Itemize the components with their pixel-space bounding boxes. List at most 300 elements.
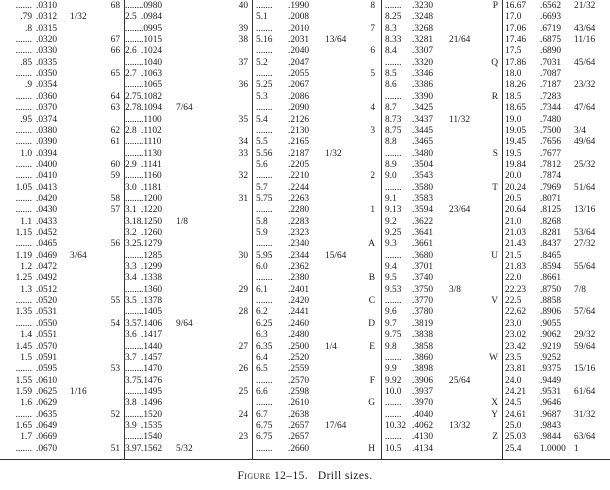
drill-number-cell: W <box>489 352 498 363</box>
decimal-inch-cell: .2559 <box>288 364 310 375</box>
decimal-inch-cell: .2126 <box>288 114 310 125</box>
mm-cell: 25.03 <box>505 432 527 443</box>
decimal-inch-cell: .0469 <box>36 250 58 261</box>
mm-cell: 5.1 <box>256 12 268 23</box>
decimal-inch-cell: .2500 <box>288 341 310 352</box>
drill-number-cell: Y <box>491 409 498 420</box>
decimal-inch-cell: .2187 <box>288 148 310 159</box>
mm-cell: .8 <box>24 23 32 34</box>
decimal-inch-cell: .9449 <box>540 375 562 386</box>
mm-cell: ....... <box>15 103 32 114</box>
drill-number-cell: 40 <box>238 1 248 11</box>
drill-number-cell: 62 <box>110 125 120 136</box>
mm-cell: 22.5 <box>505 296 522 307</box>
mm-cell: 19.5 <box>505 148 522 159</box>
mm-cell: .85 <box>20 57 32 68</box>
decimal-inch-cell: .0635 <box>36 409 58 420</box>
figure-title: Drill sizes. <box>317 470 373 482</box>
drill-number-cell: 4 <box>370 103 375 114</box>
decimal-inch-cell: .3780 <box>412 307 434 318</box>
fraction-cell: 27/32 <box>574 239 596 250</box>
decimal-inch-cell: .2420 <box>288 296 310 307</box>
mm-cell: ....... <box>125 409 142 420</box>
decimal-inch-cell: .4040 <box>412 409 434 420</box>
mm-cell: 2.75 <box>125 91 142 102</box>
decimal-inch-cell: .2244 <box>288 182 310 193</box>
decimal-inch-cell: .0629 <box>36 398 58 409</box>
drill-number-cell: 34 <box>238 137 248 148</box>
decimal-inch-cell: .7656 <box>540 137 562 148</box>
mm-cell: 8.25 <box>385 12 402 23</box>
mm-cell: 5.25 <box>256 80 273 91</box>
mm-cell: 1.3 <box>20 284 32 295</box>
decimal-inch-cell: .2480 <box>288 330 310 341</box>
decimal-inch-cell: .6875 <box>540 35 562 46</box>
decimal-inch-cell: .1024 <box>141 46 163 57</box>
mm-cell: 9.9 <box>385 364 397 375</box>
mm-cell: 18.65 <box>505 103 527 114</box>
mm-cell: 8.6 <box>385 80 397 91</box>
table-bottom-rule <box>0 459 610 460</box>
decimal-inch-cell: .2460 <box>288 318 310 329</box>
drill-number-cell: 55 <box>110 296 120 307</box>
mm-cell: 25.4 <box>505 443 522 454</box>
mm-cell: ....... <box>15 364 32 375</box>
decimal-inch-cell: .3480 <box>412 148 434 159</box>
mm-cell: 9.53 <box>385 284 402 295</box>
mm-cell: ....... <box>15 239 32 250</box>
fraction-cell: 3/4 <box>574 125 586 136</box>
decimal-inch-cell: .1160 <box>141 171 162 182</box>
decimal-inch-cell: .3680 <box>412 250 434 261</box>
decimal-inch-cell: .1406 <box>141 318 163 329</box>
decimal-inch-cell: .2280 <box>288 205 310 216</box>
decimal-inch-cell: .0410 <box>36 171 58 182</box>
fraction-cell: 3/8 <box>449 284 461 295</box>
decimal-inch-cell: .1470 <box>141 364 163 375</box>
decimal-inch-cell: .0625 <box>36 386 58 397</box>
mm-cell: ....... <box>385 398 402 409</box>
drill-number-cell: 68 <box>110 1 120 11</box>
mm-cell: 5.75 <box>256 193 273 204</box>
mm-cell: 3.0 <box>125 182 137 193</box>
fraction-cell: 21/32 <box>574 1 596 11</box>
decimal-inch-cell: .3230 <box>412 1 434 11</box>
decimal-inch-cell: .0452 <box>36 228 58 238</box>
column-divider <box>502 0 503 460</box>
fraction-cell: 1 <box>574 443 579 454</box>
mm-cell: 3.97 <box>125 443 142 454</box>
decimal-inch-cell: .8071 <box>540 193 562 204</box>
mm-cell: 9.7 <box>385 318 397 329</box>
decimal-inch-cell: .0380 <box>36 125 58 136</box>
decimal-inch-cell: .1100 <box>141 114 162 125</box>
mm-cell: ....... <box>385 182 402 193</box>
figure-label: Figure 12–15. <box>237 470 309 482</box>
decimal-inch-cell: .0350 <box>36 69 58 80</box>
mm-cell: 18.0 <box>505 69 522 80</box>
mm-cell: 1.35 <box>15 307 32 318</box>
decimal-inch-cell: .0649 <box>36 420 58 431</box>
decimal-inch-cell: .3906 <box>412 375 434 386</box>
mm-cell: 1.1 <box>20 216 32 227</box>
decimal-inch-cell: .1990 <box>288 1 310 11</box>
drill-number-cell: 33 <box>238 148 248 159</box>
mm-cell: 21.43 <box>505 239 527 250</box>
decimal-inch-cell: .1130 <box>141 148 162 159</box>
decimal-inch-cell: .0315 <box>36 23 58 34</box>
mm-cell: ....... <box>125 386 142 397</box>
mm-cell: ....... <box>125 35 142 46</box>
drill-number-cell: P <box>492 1 498 11</box>
decimal-inch-cell: .2598 <box>288 386 310 397</box>
decimal-inch-cell: .7812 <box>540 159 562 170</box>
decimal-inch-cell: .0335 <box>36 57 58 68</box>
fraction-cell: 61/64 <box>574 386 596 397</box>
mm-cell: 23.02 <box>505 330 527 341</box>
drill-number-cell: 66 <box>110 46 120 57</box>
decimal-inch-cell: .0400 <box>36 159 58 170</box>
decimal-inch-cell: .9219 <box>540 341 562 352</box>
decimal-inch-cell: .2638 <box>288 409 310 420</box>
decimal-inch-cell: .1405 <box>141 307 163 318</box>
fraction-cell: 31/32 <box>574 409 596 420</box>
fraction-cell: 47/64 <box>574 103 596 114</box>
mm-cell: ....... <box>15 193 32 204</box>
drill-number-cell: 31 <box>238 193 248 204</box>
decimal-inch-cell: .1063 <box>141 69 163 80</box>
mm-cell: ....... <box>15 35 32 46</box>
mm-cell: ....... <box>385 432 402 443</box>
decimal-inch-cell: .1110 <box>141 137 162 148</box>
decimal-inch-cell: .3281 <box>412 35 434 46</box>
decimal-inch-cell: .0312 <box>36 12 58 23</box>
mm-cell: 10.0 <box>385 386 402 397</box>
drill-number-cell: Z <box>492 432 498 443</box>
mm-cell: 2.6 <box>125 46 137 57</box>
mm-cell: 5.3 <box>256 91 268 102</box>
mm-cell: 20.0 <box>505 171 522 182</box>
decimal-inch-cell: .1540 <box>141 432 163 443</box>
decimal-inch-cell: .3641 <box>412 228 434 238</box>
decimal-inch-cell: .3543 <box>412 171 434 182</box>
mm-cell: 6.2 <box>256 307 268 318</box>
decimal-inch-cell: .9531 <box>540 386 562 397</box>
mm-cell: ....... <box>256 69 273 80</box>
decimal-inch-cell: .3386 <box>412 80 434 91</box>
decimal-inch-cell: .3320 <box>412 57 434 68</box>
decimal-inch-cell: .3860 <box>412 352 434 363</box>
mm-cell: ....... <box>256 23 273 34</box>
drill-number-cell: 52 <box>110 409 120 420</box>
decimal-inch-cell: .0591 <box>36 352 58 363</box>
decimal-inch-cell: .0610 <box>36 375 58 386</box>
mm-cell: 1.5 <box>20 352 32 363</box>
mm-cell: 22.23 <box>505 284 527 295</box>
fraction-cell: 1/4 <box>325 341 337 352</box>
drill-number-cell: 7 <box>370 23 375 34</box>
mm-cell: 2.8 <box>125 125 137 136</box>
mm-cell: 23.81 <box>505 364 527 375</box>
mm-cell: 18.5 <box>505 91 522 102</box>
mm-cell: 1.65 <box>15 420 32 431</box>
decimal-inch-cell: .1279 <box>141 239 163 250</box>
decimal-inch-cell: .4062 <box>412 420 434 431</box>
decimal-inch-cell: .3346 <box>412 69 434 80</box>
mm-cell: 6.75 <box>256 432 273 443</box>
mm-cell: 1.19 <box>15 250 32 261</box>
decimal-inch-cell: .0465 <box>36 239 58 250</box>
decimal-inch-cell: .3838 <box>412 330 434 341</box>
decimal-inch-cell: .2570 <box>288 375 310 386</box>
decimal-inch-cell: .9375 <box>540 364 562 375</box>
mm-cell: 5.5 <box>256 137 268 148</box>
decimal-inch-cell: .0570 <box>36 341 58 352</box>
decimal-inch-cell: .3445 <box>412 125 434 136</box>
mm-cell: 8.3 <box>385 23 397 34</box>
decimal-inch-cell: .2165 <box>288 137 310 148</box>
decimal-inch-cell: .0472 <box>36 262 58 273</box>
mm-cell: 21.83 <box>505 262 527 273</box>
mm-cell: ....... <box>385 250 402 261</box>
fraction-cell: 11/32 <box>449 114 471 125</box>
mm-cell: ....... <box>256 125 273 136</box>
fraction-cell: 63/64 <box>574 432 596 443</box>
decimal-inch-cell: .0430 <box>36 205 58 216</box>
decimal-inch-cell: .0360 <box>36 91 58 102</box>
decimal-inch-cell: .3701 <box>412 262 434 273</box>
decimal-inch-cell: .1015 <box>141 35 163 46</box>
drill-number-cell: 53 <box>110 364 120 375</box>
mm-cell: 5.8 <box>256 216 268 227</box>
mm-cell: 6.75 <box>256 420 273 431</box>
mm-cell: ....... <box>125 284 142 295</box>
mm-cell: 10.32 <box>385 420 407 431</box>
drill-number-cell: A <box>368 239 375 250</box>
drill-number-cell: 23 <box>238 432 248 443</box>
decimal-inch-cell: .0492 <box>36 273 58 284</box>
decimal-inch-cell: .2205 <box>288 159 310 170</box>
decimal-inch-cell: .7087 <box>540 69 562 80</box>
mm-cell: 8.75 <box>385 125 402 136</box>
fraction-cell: 43/64 <box>574 23 596 34</box>
decimal-inch-cell: .1378 <box>141 296 163 307</box>
decimal-inch-cell: .7874 <box>540 171 562 182</box>
decimal-inch-cell: .2660 <box>288 443 310 454</box>
mm-cell: ....... <box>15 318 32 329</box>
decimal-inch-cell: .1457 <box>141 352 163 363</box>
mm-cell: 5.56 <box>256 148 273 159</box>
mm-cell: 6.5 <box>256 364 268 375</box>
decimal-inch-cell: .7187 <box>540 80 562 91</box>
decimal-inch-cell: .2067 <box>288 80 310 91</box>
fraction-cell: 3/64 <box>70 250 87 261</box>
decimal-inch-cell: .1285 <box>141 250 163 261</box>
decimal-inch-cell: .7969 <box>540 182 562 193</box>
mm-cell: ....... <box>385 57 402 68</box>
mm-cell: 9.0 <box>385 171 397 182</box>
mm-cell: 3.18 <box>125 216 142 227</box>
decimal-inch-cell: .0320 <box>36 35 58 46</box>
mm-cell: 1.45 <box>15 341 32 352</box>
mm-cell: 6.4 <box>256 352 268 363</box>
mm-cell: 24.0 <box>505 375 522 386</box>
decimal-inch-cell: .2086 <box>288 91 310 102</box>
mm-cell: ....... <box>15 296 32 307</box>
decimal-inch-cell: .0531 <box>36 307 58 318</box>
mm-cell: 23.0 <box>505 318 522 329</box>
mm-cell: ....... <box>125 432 142 443</box>
mm-cell: 6.7 <box>256 409 268 420</box>
drill-number-cell: 51 <box>110 443 120 454</box>
decimal-inch-cell: .3248 <box>412 12 434 23</box>
mm-cell: 1.7 <box>20 432 32 443</box>
decimal-inch-cell: .2441 <box>288 307 310 318</box>
mm-cell: 2.5 <box>125 12 137 23</box>
decimal-inch-cell: .4130 <box>412 432 434 443</box>
mm-cell: ....... <box>256 273 273 284</box>
drill-number-cell: 5 <box>370 69 375 80</box>
mm-cell: 3.8 <box>125 398 137 409</box>
decimal-inch-cell: .3594 <box>412 205 434 216</box>
drill-number-cell: 39 <box>238 23 248 34</box>
mm-cell: 19.0 <box>505 114 522 125</box>
drill-number-cell: 61 <box>110 137 120 148</box>
decimal-inch-cell: .1299 <box>141 262 163 273</box>
decimal-inch-cell: .3970 <box>412 398 434 409</box>
mm-cell: 5.95 <box>256 250 273 261</box>
decimal-inch-cell: .2047 <box>288 57 310 68</box>
decimal-inch-cell: .2283 <box>288 216 310 227</box>
decimal-inch-cell: .8906 <box>540 307 562 318</box>
fraction-cell: 13/32 <box>449 420 471 431</box>
mm-cell: ....... <box>256 46 273 57</box>
decimal-inch-cell: .9062 <box>540 330 562 341</box>
mm-cell: 2.9 <box>125 159 137 170</box>
decimal-inch-cell: .3937 <box>412 386 434 397</box>
mm-cell: 9.8 <box>385 341 397 352</box>
decimal-inch-cell: .8858 <box>540 296 562 307</box>
fraction-cell: 59/64 <box>574 341 596 352</box>
fraction-cell: 1/8 <box>176 216 188 227</box>
mm-cell: 19.45 <box>505 137 527 148</box>
mm-cell: 6.35 <box>256 341 273 352</box>
mm-cell: 9.2 <box>385 216 397 227</box>
mm-cell: 16.67 <box>505 1 527 11</box>
fraction-cell: 55/64 <box>574 262 596 273</box>
decimal-inch-cell: .2055 <box>288 69 310 80</box>
fraction-cell: 7/64 <box>176 103 193 114</box>
decimal-inch-cell: .1417 <box>141 330 163 341</box>
decimal-inch-cell: .1094 <box>141 103 163 114</box>
mm-cell: ....... <box>256 375 273 386</box>
decimal-inch-cell: .9844 <box>540 432 562 443</box>
drill-number-cell: 60 <box>110 159 120 170</box>
decimal-inch-cell: .0595 <box>36 364 58 375</box>
decimal-inch-cell: .0551 <box>36 330 58 341</box>
mm-cell: 6.1 <box>256 284 268 295</box>
decimal-inch-cell: .0550 <box>36 318 58 329</box>
drill-number-cell: 32 <box>238 171 248 182</box>
decimal-inch-cell: .8437 <box>540 239 562 250</box>
mm-cell: 6.6 <box>256 386 268 397</box>
decimal-inch-cell: .2263 <box>288 193 310 204</box>
mm-cell: ....... <box>15 46 32 57</box>
mm-cell: .9 <box>24 80 32 91</box>
drill-number-cell: E <box>369 341 375 352</box>
mm-cell: 8.4 <box>385 46 397 57</box>
decimal-inch-cell: .2323 <box>288 228 310 238</box>
decimal-inch-cell: 1.0000 <box>540 443 566 454</box>
drill-number-cell: 27 <box>238 341 248 352</box>
decimal-inch-cell: .7283 <box>540 91 562 102</box>
decimal-inch-cell: .0995 <box>141 23 163 34</box>
mm-cell: 17.06 <box>505 23 527 34</box>
decimal-inch-cell: .3425 <box>412 103 434 114</box>
fraction-cell: 17/64 <box>325 420 347 431</box>
drill-number-cell: V <box>491 296 498 307</box>
decimal-inch-cell: .9687 <box>540 409 562 420</box>
mm-cell: ....... <box>125 250 142 261</box>
mm-cell: ....... <box>15 443 32 454</box>
fraction-cell: 49/64 <box>574 137 596 148</box>
mm-cell: 8.7 <box>385 103 397 114</box>
decimal-inch-cell: .1562 <box>141 443 163 454</box>
mm-cell: ....... <box>385 1 402 11</box>
mm-cell: ....... <box>125 341 142 352</box>
mm-cell: ....... <box>15 69 32 80</box>
mm-cell: 3.4 <box>125 273 137 284</box>
mm-cell: 19.84 <box>505 159 527 170</box>
fraction-cell: 15/16 <box>574 364 596 375</box>
mm-cell: 3.57 <box>125 318 142 329</box>
mm-cell: ....... <box>256 205 273 216</box>
mm-cell: ....... <box>15 171 32 182</box>
decimal-inch-cell: .0354 <box>36 80 58 91</box>
mm-cell: 19.05 <box>505 125 527 136</box>
fraction-cell: 13/16 <box>574 205 596 216</box>
mm-cell: 9.92 <box>385 375 402 386</box>
drill-number-cell: T <box>492 182 498 193</box>
drill-number-cell: 38 <box>238 35 248 46</box>
decimal-inch-cell: .7677 <box>540 148 562 159</box>
mm-cell: 3.5 <box>125 296 137 307</box>
mm-cell: 22.62 <box>505 307 527 318</box>
mm-cell: ....... <box>125 307 142 318</box>
mm-cell: 5.16 <box>256 35 273 46</box>
decimal-inch-cell: .3898 <box>412 364 434 375</box>
decimal-inch-cell: .7500 <box>540 125 562 136</box>
drill-number-cell: R <box>491 91 498 102</box>
fraction-cell: 15/64 <box>325 250 347 261</box>
decimal-inch-cell: .9646 <box>540 398 562 409</box>
drill-number-cell: 35 <box>238 114 248 125</box>
mm-cell: ....... <box>125 193 142 204</box>
mm-cell: ....... <box>256 398 273 409</box>
decimal-inch-cell: .0370 <box>36 103 58 114</box>
decimal-inch-cell: .2520 <box>288 352 310 363</box>
mm-cell: ....... <box>15 159 32 170</box>
drill-number-cell: Q <box>491 57 498 68</box>
decimal-inch-cell: .8661 <box>540 273 562 284</box>
column-divider <box>381 0 382 460</box>
mm-cell: 9.6 <box>385 307 397 318</box>
drill-number-cell: B <box>368 273 375 284</box>
drill-number-cell: 56 <box>110 239 120 250</box>
mm-cell: 25.0 <box>505 420 522 431</box>
mm-cell: .79 <box>20 12 32 23</box>
mm-cell: ....... <box>256 239 273 250</box>
